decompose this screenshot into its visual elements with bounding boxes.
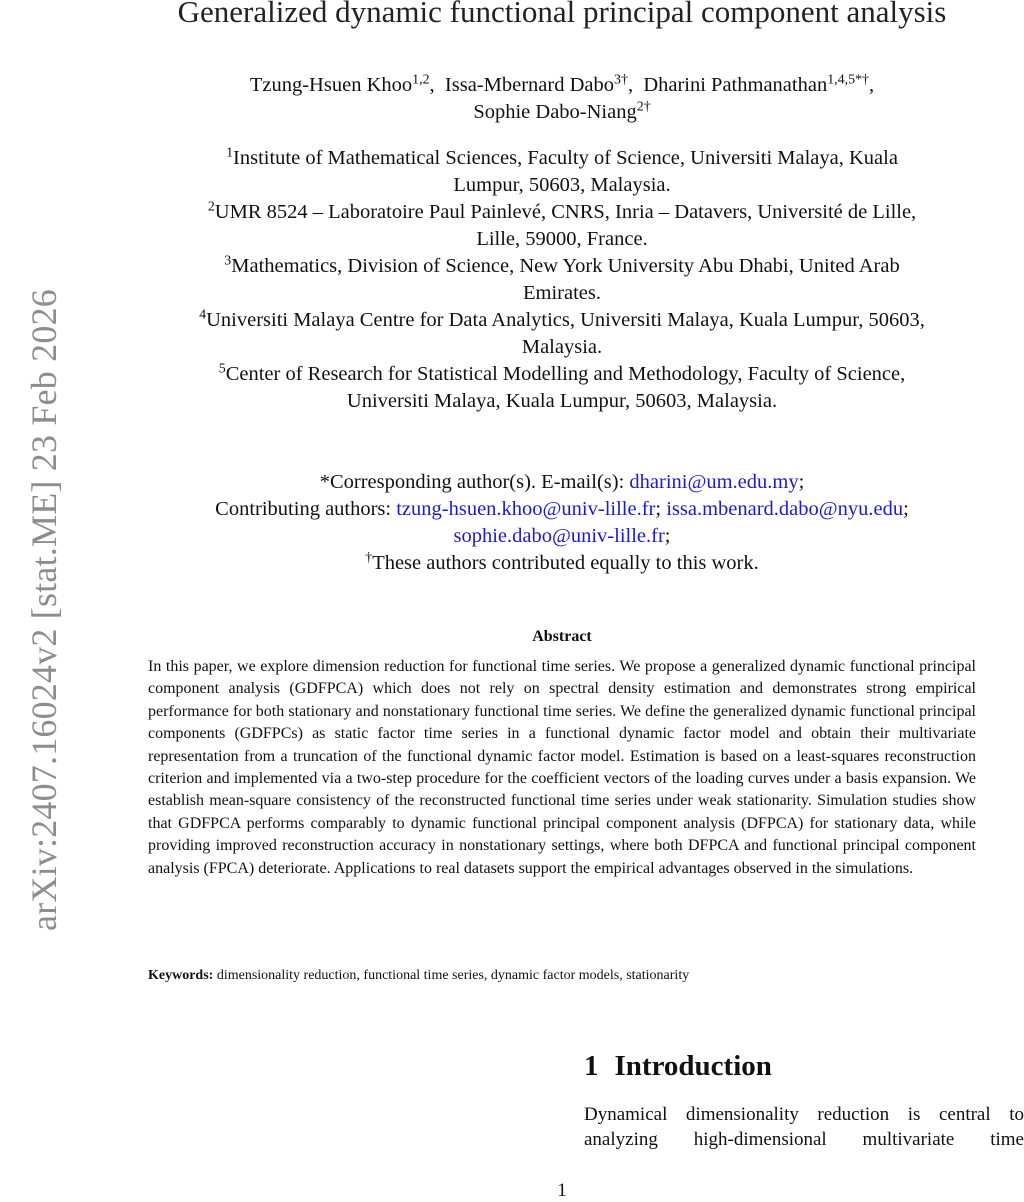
affiliation-text: Lille, 59000, France.	[476, 228, 648, 250]
affiliation-number: 4	[199, 307, 207, 323]
section-title: Introduction	[614, 1050, 772, 1082]
author-list: Tzung-Hsuen Khoo$^{1,2}$, Issa-Mbernard Dabo$^{3\dagger}$, Dharini Pathmanathan$^{1,4,5*\dagger}$, Sophie Dabo-Niang$^{2\dagger}$	[249, 72, 875, 123]
abstract-body: In this paper, we explore dimension reduction for functional time series. We propose a generalized dynamic functional principal component analysis (GDFPCA) which does not rely on spectral density estimation and demonstrates strong empirical performance for both stationary and nonstationary functional time series. We define the generalized dynamic functional principal components (GDFPCs) as static factor time series in a functional dynamic factor model and obtain their multivariate representation from a truncation of the functional dynamic factor model. Estimation is based on a least-squares reconstruction criterion and implemented via a two-step procedure for the coefficient vectors of the loading curves under a basis expansion. We establish mean-square consistency of the reconstructed functional time series under weak stationarity. Simulation studies show that GDFPCA performs comparably to dynamic functional principal component analysis (DFPCA) for stationary data, while providing improved reconstruction accuracy in nonstationary settings, where both DFPCA and functional principal component analysis (FPCA) deteriorate. Applications to real datasets support the empirical advantages observed in the simulations.	[148, 658, 976, 877]
corresponding-email-link[interactable]: dharini@um.edu.my	[629, 471, 799, 493]
affiliation-list	[120, 145, 1004, 415]
affiliation-item	[120, 253, 1004, 307]
affiliation-text: Lumpur, 50603, Malaysia.	[453, 174, 671, 196]
abstract-heading: Abstract	[532, 628, 592, 645]
author-affiliation-marker: 2†	[636, 99, 651, 115]
affiliation-text: Universiti Malaya Centre for Data Analytics, Universiti Malaya, Kuala Lumpur, 50603,	[206, 309, 925, 331]
affiliation-text: Center of Research for Statistical Modelling and Methodology, Faculty of Science,	[225, 363, 906, 385]
affiliation-number: 1	[226, 145, 234, 161]
author-name: Tzung-Hsuen Khoo	[249, 74, 413, 96]
author-affiliation-marker: 3†	[614, 72, 628, 88]
affiliation-number: 5	[218, 361, 226, 377]
separator: ;	[798, 471, 805, 493]
page-number: 1	[557, 1180, 567, 1201]
affiliation-number: 2	[207, 199, 215, 215]
paper-title: Generalized dynamic functional principal component analysis	[177, 0, 947, 29]
affiliation-text: UMR 8524 – Laboratoire Paul Painlevé, CNRS, Inria – Datavers, Université de Lille,	[214, 201, 917, 223]
author-name: Sophie Dabo-Niang	[473, 101, 637, 123]
arxiv-identifier-stamp: arXiv:2407.16024v2 [stat.ME] 23 Feb 2026	[24, 289, 64, 931]
affiliation-text: Emirates.	[523, 282, 601, 304]
section-number: 1	[584, 1050, 599, 1082]
introduction-paragraph: Dynamical dimensionality reduction is central to analyzing high-dimensional multivariate time	[584, 1104, 1024, 1150]
author-affiliation-marker: 1,4,5*†	[827, 72, 870, 88]
equal-contribution-note: These authors contributed equally to this work.	[372, 552, 759, 574]
contributing-label: Contributing authors:	[215, 498, 397, 520]
author-affiliation-marker: 1,2	[412, 72, 430, 88]
affiliation-item	[120, 145, 1004, 199]
affiliation-item	[120, 307, 1004, 361]
affiliation-text: Universiti Malaya, Kuala Lumpur, 50603, Malaysia.	[346, 390, 778, 412]
corresponding-label: *Corresponding author(s). E-mail(s):	[319, 471, 630, 493]
affiliation-text: Institute of Mathematical Sciences, Faculty of Science, Universiti Malaya, Kuala	[233, 147, 898, 169]
contact-block	[120, 469, 1004, 577]
author-name: Dharini Pathmanathan	[643, 74, 828, 96]
affiliation-number: 3	[224, 253, 232, 269]
affiliation-item	[120, 199, 1004, 253]
dagger-marker: †	[365, 550, 373, 566]
author-name: Issa-Mbernard Dabo	[444, 74, 614, 96]
email-link-khoo[interactable]: tzung-hsuen.khoo@univ-lille.fr	[396, 498, 656, 520]
keywords-label: Keywords:	[148, 968, 214, 983]
keywords-line	[148, 966, 976, 986]
keywords-text: dimensionality reduction, functional time series, dynamic factor models, stationarity	[213, 968, 690, 983]
affiliation-item	[120, 361, 1004, 415]
separator: ;	[664, 525, 671, 547]
separator: ;	[903, 498, 909, 520]
affiliation-text: Malaysia.	[521, 336, 603, 358]
email-link-sophie[interactable]: sophie.dabo@univ-lille.fr	[453, 525, 665, 547]
separator: ;	[655, 498, 662, 520]
email-link-dabo[interactable]: issa.mbenard.dabo@nyu.edu	[666, 498, 904, 520]
section-heading-introduction	[584, 1050, 772, 1083]
affiliation-text: Mathematics, Division of Science, New York University Abu Dhabi, United Arab	[231, 255, 900, 277]
